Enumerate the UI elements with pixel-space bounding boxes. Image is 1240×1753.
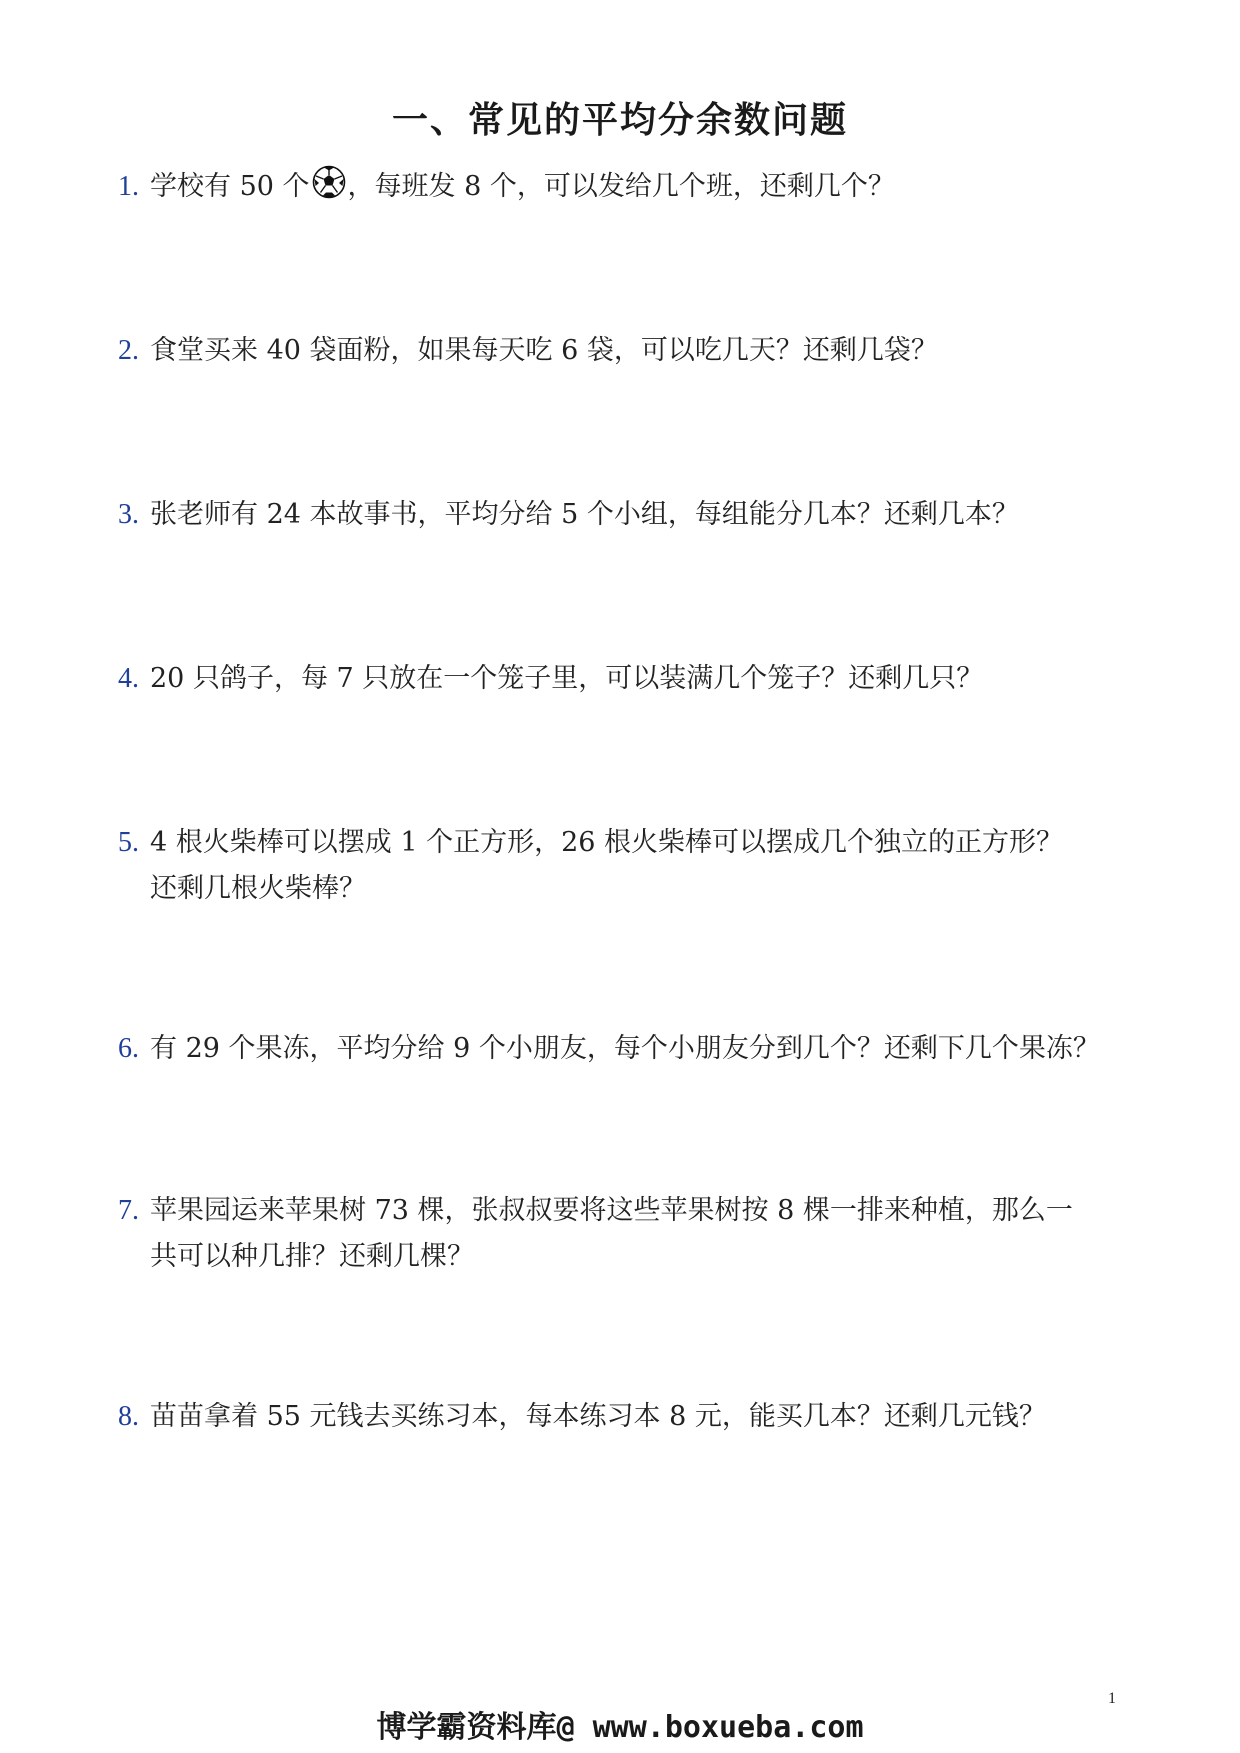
footer-watermark: 博学霸资料库@ www.boxueba.com [376, 1710, 864, 1745]
question-number: 8. [118, 1401, 139, 1432]
question-text-continuation: 还剩几根火柴棒？ [150, 873, 366, 904]
question-number: 1. [118, 171, 139, 202]
question-text: 20 只鸽子，每 7 只放在一个笼子里，可以装满几个笼子？还剩几只？ [150, 663, 984, 694]
question-number: 4. [118, 663, 139, 694]
question-text: 苹果园运来苹果树 73 棵，张叔叔要将这些苹果树按 8 棵一排来种植，那么一 [150, 1195, 1073, 1226]
question-text: 4 根火柴棒可以摆成 1 个正方形，26 根火柴棒可以摆成几个独立的正方形？ [150, 827, 1064, 858]
question-number: 6. [118, 1033, 139, 1064]
soccer-ball-icon [312, 165, 346, 199]
question-4 [118, 656, 1128, 702]
page-number: 1 [1108, 1690, 1116, 1707]
question-2 [118, 328, 1128, 374]
question-text [118, 164, 1128, 210]
question-text-before: 学校有 50 个 [150, 171, 310, 202]
question-text: 张老师有 24 本故事书，平均分给 5 个小组，每组能分几本？还剩几本？ [150, 499, 1019, 530]
question-text-after: ，每班发 8 个，可以发给几个班，还剩几个？ [347, 171, 895, 202]
question-number: 5. [118, 827, 139, 858]
question-7 [118, 1188, 1128, 1280]
page-title: 一、常见的平均分余数问题 [391, 100, 848, 141]
question-1 [118, 164, 1128, 210]
question-text-continuation: 共可以种几排？还剩几棵？ [150, 1241, 474, 1272]
question-text: 食堂买来 40 袋面粉，如果每天吃 6 袋，可以吃几天？还剩几袋？ [150, 335, 938, 366]
question-number: 2. [118, 335, 139, 366]
question-text: 苗苗拿着 55 元钱去买练习本，每本练习本 8 元，能买几本？还剩几元钱？ [150, 1401, 1046, 1432]
question-6 [118, 1026, 1128, 1072]
question-number: 3. [118, 499, 139, 530]
question-number: 7. [118, 1195, 139, 1226]
question-8 [118, 1394, 1128, 1440]
question-text: 有 29 个果冻，平均分给 9 个小朋友，每个小朋友分到几个？还剩下几个果冻？ [150, 1033, 1100, 1064]
question-5 [118, 820, 1128, 912]
question-3 [118, 492, 1128, 538]
